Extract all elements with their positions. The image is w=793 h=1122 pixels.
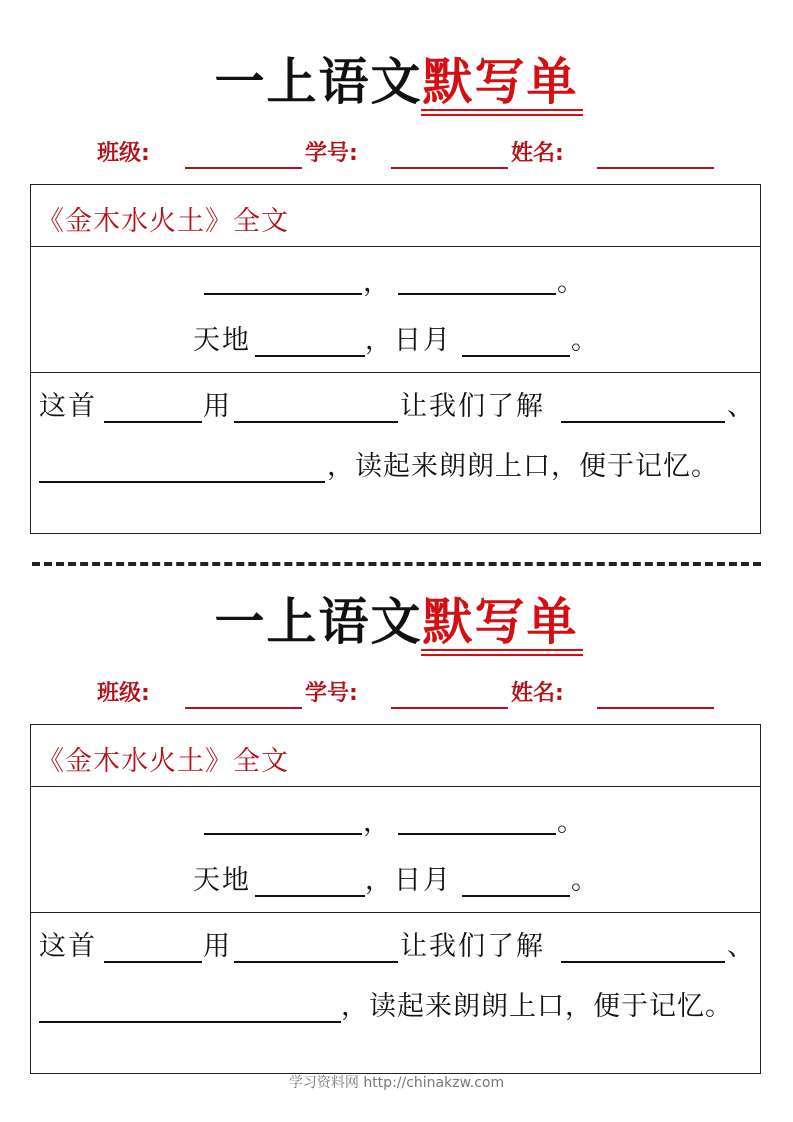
section-title: 《金木水火土》全文 [37,206,289,237]
name-label: 姓名: [511,681,564,706]
notes-part3: 让我们了解 [400,391,545,422]
notes-part2: 用 [203,931,232,962]
notes-blank-4[interactable] [39,481,325,483]
number-label: 学号: [305,681,358,706]
poem-blank-3[interactable] [255,895,365,897]
notes-blank-2[interactable] [234,961,398,963]
number-blank[interactable] [391,167,508,169]
title-black-part: 一上语文 [214,593,423,651]
number-label: 学号: [305,141,358,166]
notes-part4: 、 [727,391,756,422]
notes-blank-4[interactable] [39,1021,341,1023]
notes-blank-3[interactable] [561,961,725,963]
name-blank[interactable] [597,167,714,169]
poem-period: 。 [557,267,586,298]
poem-row [31,247,760,373]
notes-blank-1[interactable] [104,961,202,963]
notes-part2: 用 [203,391,232,422]
notes-blank-1[interactable] [104,421,202,423]
notes-part1: 这首 [39,931,97,962]
notes-part3: 让我们了解 [400,931,545,962]
poem-line2-mid: ，日月 [365,325,452,356]
notes-row [31,373,760,533]
poem-row [31,787,760,913]
worksheet-top [0,0,793,540]
title-red-part: 默写单 [422,53,579,111]
poem-comma: ， [363,807,392,838]
notes-part5: ，读起来朗朗上口，便于记忆。 [327,451,719,482]
section-title: 《金木水火土》全文 [37,746,289,777]
worksheet-bottom [0,540,793,1080]
class-label: 班级: [97,141,150,166]
poem-period: 。 [557,807,586,838]
poem-blank-1[interactable] [204,293,362,295]
poem-blank-3[interactable] [255,355,365,357]
notes-row [31,913,760,1073]
name-blank[interactable] [597,707,714,709]
poem-blank-4[interactable] [462,895,570,897]
notes-blank-2[interactable] [234,421,398,423]
poem-line2-period: 。 [571,325,600,356]
notes-part1: 这首 [39,391,97,422]
poem-blank-1[interactable] [204,833,362,835]
notes-blank-3[interactable] [561,421,725,423]
poem-line2-start: 天地 [193,865,251,896]
poem-blank-4[interactable] [462,355,570,357]
section-title-row [31,725,760,787]
footer-watermark: 学习资料网 http://chinakzw.com [288,1075,505,1091]
poem-line2-mid: ，日月 [365,865,452,896]
class-blank[interactable] [185,167,302,169]
poem-comma: ， [363,267,392,298]
section-title-row [31,185,760,247]
class-blank[interactable] [185,707,302,709]
class-label: 班级: [97,681,150,706]
worksheet-title [0,592,793,652]
poem-blank-2[interactable] [398,833,556,835]
notes-part5: ，读起来朗朗上口，便于记忆。 [341,991,733,1022]
number-blank[interactable] [391,707,508,709]
poem-line2-period: 。 [571,865,600,896]
title-black-part: 一上语文 [214,53,423,111]
poem-blank-2[interactable] [398,293,556,295]
poem-line2-start: 天地 [193,325,251,356]
dictation-box [30,724,761,1074]
worksheet-title [0,52,793,112]
name-label: 姓名: [511,141,564,166]
title-red-part: 默写单 [422,593,579,651]
notes-part4: 、 [727,931,756,962]
dictation-box [30,184,761,534]
